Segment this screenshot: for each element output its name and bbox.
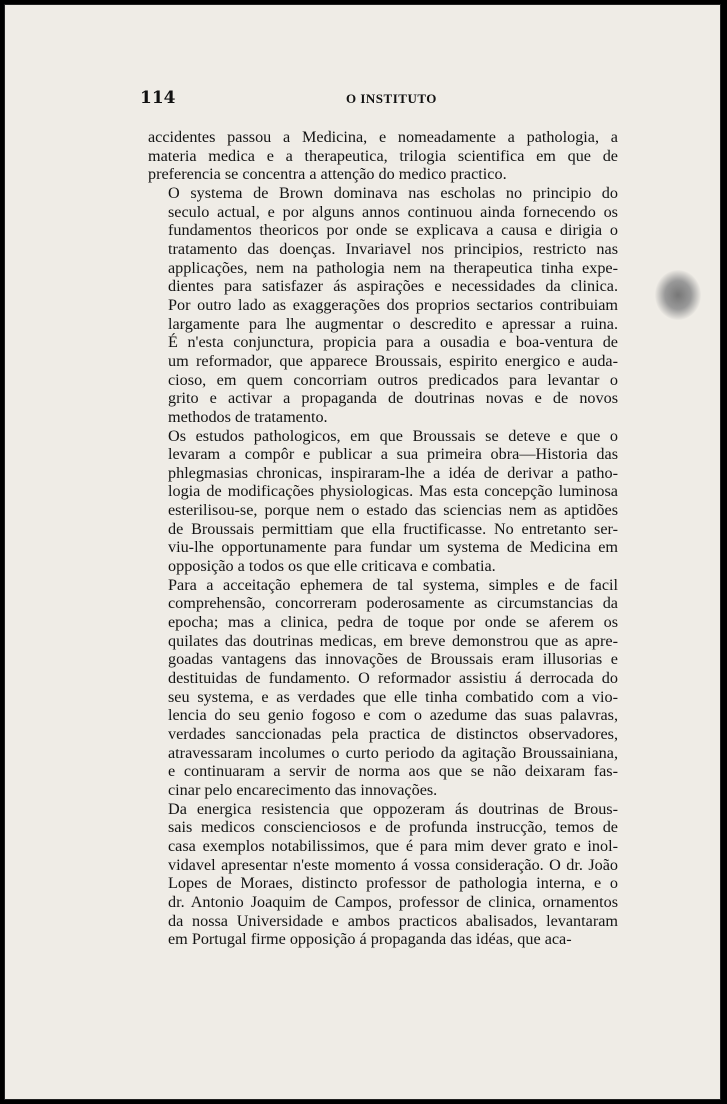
text-line: grito e activar a propaganda de doutrinas novas e de novos bbox=[168, 389, 618, 408]
text-line: largamente para lhe augmentar o descredito e apressar a ruina. bbox=[168, 314, 618, 333]
text-line: viu-lhe opportunamente para fundar um systema de Medicina em bbox=[168, 538, 618, 557]
text-line: da nossa Universidade e ambos practicos abalisados, levantaram bbox=[168, 911, 618, 930]
text-line: logia de modificações physiologicas. Mas esta concepção luminosa bbox=[168, 482, 618, 501]
text-line: vidavel apresentar n'este momento á vossa consideração. O dr. João bbox=[168, 855, 618, 874]
text-line: fundamentos theoricos por onde se explicava a causa e dirigia o bbox=[168, 221, 618, 240]
text-line: esterilisou-se, porque nem o estado das sciencias nem as aptidões bbox=[168, 501, 618, 520]
text-line: preferencia se concentra a attenção do medico practico. bbox=[148, 165, 507, 184]
paragraph bbox=[148, 184, 618, 427]
text-line: lencia do seu genio fogoso e com o azedume das suas palavras, bbox=[168, 706, 618, 725]
text-line: sais medicos conscienciosos e de profunda instrucção, temos de bbox=[168, 818, 618, 837]
text-line: Por outro lado as exaggerações dos proprios sectarios contribuiam bbox=[168, 295, 618, 314]
text-line: accidentes passou a Medicina, e nomeadamente a pathologia, a bbox=[148, 128, 618, 146]
running-title: O INSTITUTO bbox=[346, 91, 437, 106]
paragraph bbox=[148, 800, 618, 949]
text-line: goadas vantagens das innovações de Broussais eram illusorias e bbox=[168, 650, 618, 669]
text-line: atravessaram incolumes o curto periodo da agitação Broussainiana, bbox=[168, 743, 618, 762]
text-line: Da energica resistencia que oppozeram ás doutrinas de Brous- bbox=[168, 799, 618, 818]
text-line: levaram a compôr e publicar a sua primeira obra—Historia das bbox=[168, 445, 618, 464]
text-line: quilates das doutrinas medicas, em breve demonstrou que as apre- bbox=[168, 631, 618, 650]
text-line: destituidas de fundamento. O reformador assistiu á derrocada do bbox=[168, 669, 618, 688]
text-line: tratamento das doenças. Invariavel nos principios, restricto nas bbox=[168, 239, 618, 258]
text-line: Para a acceitação ephemera de tal systema, simples e de facil bbox=[168, 575, 618, 594]
text-line: casa exemplos notabilissimos, que é para mim dever grato e inol- bbox=[168, 836, 618, 855]
text-line: materia medica e a therapeutica, trilogia scientifica em que de bbox=[148, 146, 618, 165]
text-line: em Portugal firme opposição á propaganda das idéas, que aca- bbox=[168, 930, 572, 949]
text-line: um reformador, que apparece Broussais, espirito energico e auda- bbox=[168, 351, 618, 370]
text-line: O systema de Brown dominava nas escholas no principio do bbox=[168, 183, 618, 202]
ink-smudge bbox=[655, 270, 701, 320]
page-number: 114 bbox=[140, 88, 176, 108]
body-text bbox=[148, 128, 618, 949]
text-line: methodos de tratamento. bbox=[168, 407, 328, 426]
text-line: phlegmasias chronicas, inspiraram-lhe a idéa de derivar a patho- bbox=[168, 463, 618, 482]
text-line: dr. Antonio Joaquim de Campos, professor de clinica, ornamentos bbox=[168, 892, 618, 911]
page-header bbox=[140, 88, 620, 110]
text-line: seculo actual, e por alguns annos continuou ainda fornecendo os bbox=[168, 202, 618, 221]
paragraph bbox=[148, 128, 618, 184]
text-line: comprehensão, concorreram poderosamente as circumstancias da bbox=[168, 594, 618, 613]
text-line: Lopes de Moraes, distincto professor de pathologia interna, e o bbox=[168, 874, 618, 893]
text-line: seu systema, e as verdades que elle tinha combatido com a vio- bbox=[168, 687, 618, 706]
text-line: cinar pelo encarecimento das innovações. bbox=[168, 780, 438, 799]
text-line: e continuaram a servir de norma aos que se não deixaram fas- bbox=[168, 762, 618, 781]
text-line: opposição a todos os que elle criticava e combatia. bbox=[168, 557, 496, 576]
paragraph bbox=[148, 427, 618, 576]
text-line: applicações, nem na pathologia nem na therapeutica tinha expe- bbox=[168, 258, 618, 277]
text-line: É n'esta conjunctura, propicia para a ousadia e boa-ventura de bbox=[168, 333, 618, 352]
text-line: cioso, em quem concorriam outros predicados para levantar o bbox=[168, 370, 618, 389]
text-line: Os estudos pathologicos, em que Broussais se deteve e que o bbox=[168, 426, 618, 445]
paragraph bbox=[148, 576, 618, 800]
text-line: verdades sanccionadas pela practica de distinctos observadores, bbox=[168, 725, 618, 743]
text-line: de Broussais permittiam que ella fructificasse. No entretanto ser- bbox=[168, 519, 618, 538]
text-line: epocha; mas a clinica, pedra de toque por onde se aferem os bbox=[168, 613, 618, 632]
text-line: dientes para satisfazer ás aspirações e necessidades da clinica. bbox=[168, 277, 618, 296]
